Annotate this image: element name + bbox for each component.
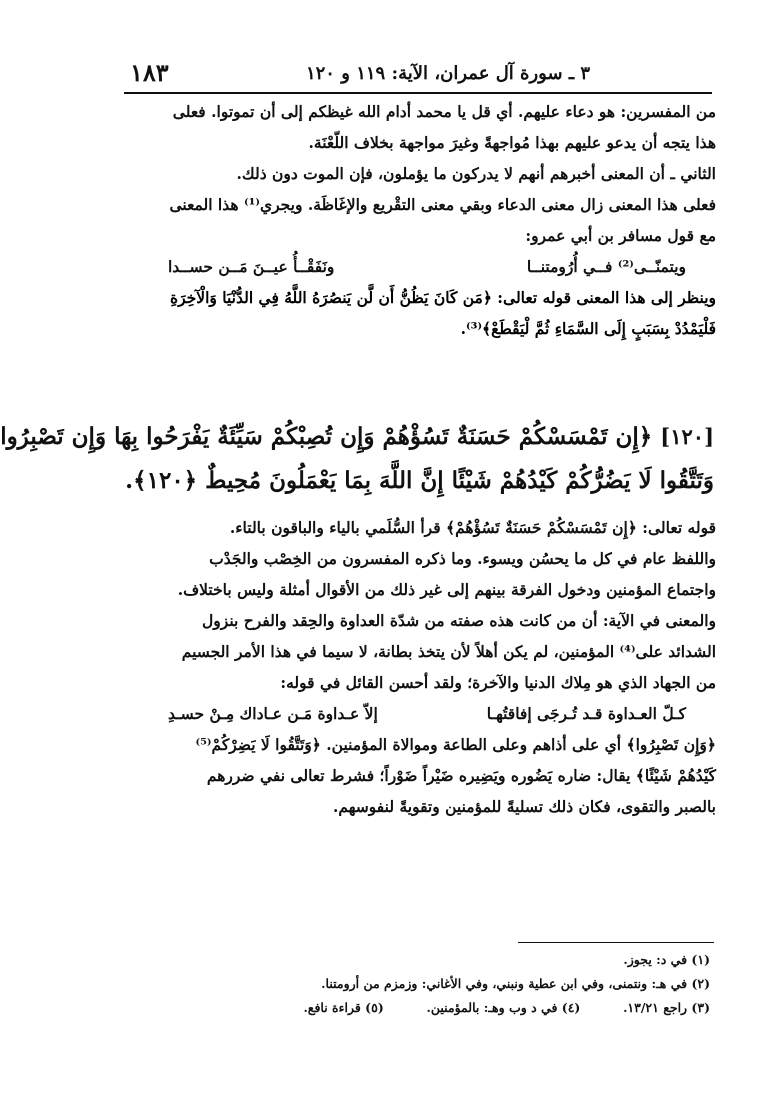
footnote-divider bbox=[518, 942, 714, 943]
footnote-2: (٢) في هـ: ونتمنى، وفي ابن عطية ونبني، وفي الأغاني: وزمزم من أرومتنا. bbox=[321, 976, 710, 991]
poem-hemistich-left: إلاّ عـداوة مَـن عـاداك مِـنْ حسـدِ bbox=[168, 704, 378, 723]
commentary-bottom bbox=[128, 512, 716, 822]
text-line: واللفظ عام في كل ما يحسُن ويسوء. وما ذكره المفسرون من الخِصْب والجَدْب bbox=[209, 549, 716, 568]
text-line: قوله تعالى: ﴿إِن تَمْسَسْكُمْ حَسَنَةٌ تَسُؤْهُمْ﴾ قرأ السُّلَمي بالياء والباقون بالتاء. bbox=[229, 518, 716, 537]
verse-line bbox=[124, 459, 714, 503]
poem-hemistich-right: ويتمنّــى⁽²⁾ فــي أُرُومتنــا bbox=[526, 257, 686, 276]
text-line: واجتماع المؤمنين ودخول الفرقة بينهم إلى غير ذلك من الأقوال أمثلة وليس باختلاف. bbox=[177, 580, 716, 599]
footnote-1: (١) في د: يجوز. bbox=[623, 952, 710, 967]
text-line: الثاني ـ أن المعنى أخبرهم أنهم لا يدركون ما يؤملون، فإن الموت دون ذلك. bbox=[236, 164, 716, 183]
page-number: ١٨٣ bbox=[130, 58, 169, 87]
footnote-3: (٣) راجع ١٣/٢١. bbox=[623, 1000, 710, 1015]
verse-line bbox=[0, 415, 714, 459]
verse-text-2: وَتَتَّقُوا لَا يَضُرُّكُمْ كَيْدُهُمْ شَيْئًا إِنَّ اللَّهَ بِمَا يَعْمَلُونَ مُحِيطٌ ﴿١٢٠﴾. bbox=[125, 467, 714, 494]
text-line: هذا يتجه أن يدعو عليهم بهذا مُواجهةً وغيرَ مواجهة بخلاف اللّعْنَة. bbox=[308, 133, 716, 152]
footnote-4: (٤) في د وب وهـ: بالمؤمنين. bbox=[426, 1000, 581, 1015]
poem-verse bbox=[128, 251, 716, 282]
text-line: من المفسرين: هو دعاء عليهم. أي قل يا محمد أدام الله غيظكم إلى أن تموتوا. فعلى bbox=[172, 102, 716, 121]
text-line: والمعنى في الآية: أن من كانت هذه صفته من شدّة العداوة والحِقد والفرح بنزول bbox=[202, 611, 716, 630]
verse-text-1: ﴿إِن تَمْسَسْكُمْ حَسَنَةٌ تَسُؤْهُمْ وَإِن تُصِبْكُمْ سَيِّئَةٌ يَفْرَحُوا بِهَا وَإِن تَصْبِرُوا bbox=[0, 423, 653, 450]
verse-number: [١٢٠] bbox=[660, 424, 714, 449]
text-line: الشدائد على⁽⁴⁾ المؤمنين، لم يكن أهلاً لأن يتخذ بطانة، لا سيما في هذا الأمر الجسيم bbox=[181, 642, 716, 661]
poem-verse bbox=[128, 698, 716, 729]
text-line: كَيْدُهُمْ شَيْئًا﴾ يقال: ضاره يَضُوره ويَضِيره ضَيْراً ضَوْراً؛ فشرط تعالى نفي ضررهم bbox=[206, 766, 716, 785]
text-line: ﴿وَإِن تَصْبِرُوا﴾ أي على أذاهم وعلى الطاعة وموالاة المؤمنين. ﴿وَتَتَّقُوا لَا يَضِرْكُمْ⁽⁵⁾ bbox=[195, 735, 716, 754]
commentary-top bbox=[128, 96, 716, 344]
quran-verse-block bbox=[0, 415, 714, 503]
page-header bbox=[124, 54, 712, 94]
text-line: وينظر إلى هذا المعنى قوله تعالى: ﴿مَن كَانَ يَظُنُّ أَن لَّن يَنصُرَهُ اللَّهُ فِي الدُّنْيَا وَالْآخِرَةِ bbox=[169, 288, 716, 307]
text-line: من الجهاد الذي هو مِلاك الدنيا والآخرة؛ ولقد أحسن القائل في قوله: bbox=[280, 673, 716, 692]
poem-hemistich-right: كـلّ العـداوة قـد تُـرجَى إفاقتُهـا bbox=[486, 704, 686, 723]
poem-hemistich-left: ونَفَقْــأُ عيــنَ مَــن حســدا bbox=[168, 257, 335, 276]
text-line: فَلْيَمْدُدْ بِسَبَبٍ إِلَى السَّمَاءِ ثُمَّ لْيَقْطَعْ﴾⁽³⁾. bbox=[460, 319, 716, 338]
footnote-row-3 bbox=[128, 996, 710, 1020]
running-title: ٣ ـ سورة آل عمران، الآية: ١١٩ و ١٢٠ bbox=[305, 62, 591, 84]
footnotes bbox=[128, 948, 710, 1020]
footnote-5: (٥) قراءة نافع. bbox=[303, 1000, 384, 1015]
text-line: فعلى هذا المعنى زال معنى الدعاء وبقي معنى التقْريع والإغَاظَة. ويجري⁽¹⁾ هذا المعنى bbox=[169, 195, 716, 214]
text-line: مع قول مسافر بن أبي عمرو: bbox=[525, 226, 716, 245]
text-line: بالصبر والتقوى، فكان ذلك تسليةً للمؤمنين وتقويةً لنفوسهم. bbox=[332, 797, 716, 816]
